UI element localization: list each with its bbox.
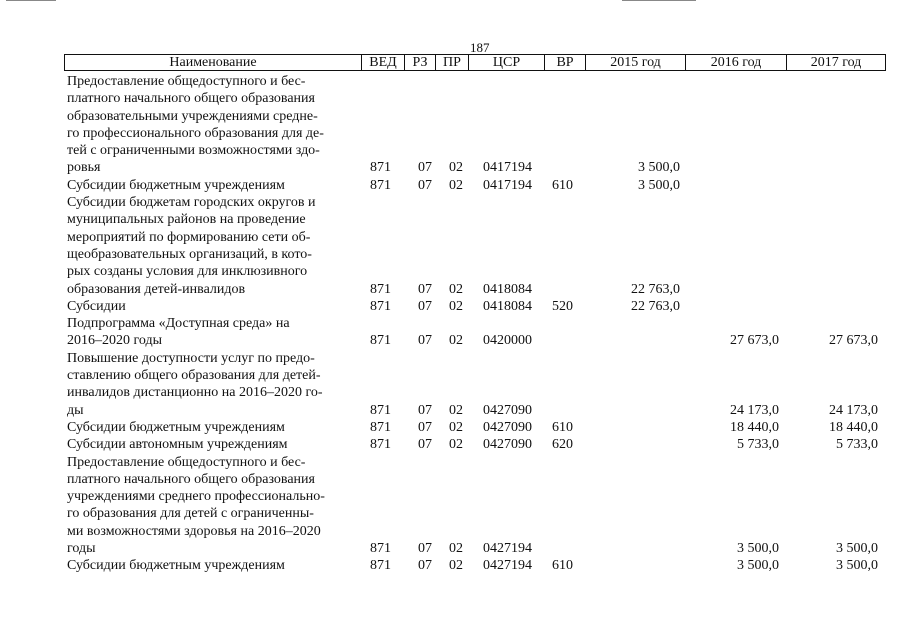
- cell-vr: 520: [552, 298, 573, 314]
- row-name-line: ставлению общего образования для детей-: [67, 368, 321, 384]
- cell-csr: 0427194: [483, 541, 532, 557]
- row-name-line: Предоставление общедоступного и бес-: [67, 454, 306, 470]
- cell-rz: 07: [418, 333, 432, 349]
- row-name-line: Подпрограмма «Доступная среда» на: [67, 316, 290, 332]
- cell-rz: 07: [418, 437, 432, 453]
- cell-pr: 02: [449, 160, 463, 176]
- table-body: [0, 73, 905, 575]
- table-row: [0, 298, 905, 315]
- cell-y2016: 18 440,0: [730, 419, 779, 435]
- row-name-line: Субсидии автономным учреждениям: [67, 437, 288, 453]
- header-name: Наименование: [65, 55, 362, 70]
- row-name-line: щеобразовательных организаций, в кото-: [67, 246, 312, 262]
- cell-y2016: 24 173,0: [730, 402, 779, 418]
- row-name-line: образования детей-инвалидов: [67, 281, 246, 297]
- row-name-line: образовательными учреждениями средне-: [67, 108, 318, 124]
- cell-csr: 0427194: [483, 558, 532, 574]
- cell-y2015: 3 500,0: [638, 160, 680, 176]
- header-2015: 2015 год: [586, 55, 686, 70]
- row-name-line: ровья: [67, 160, 101, 176]
- row-name: [67, 436, 359, 453]
- row-name: [67, 454, 359, 558]
- cell-rz: 07: [418, 558, 432, 574]
- cell-pr: 02: [449, 281, 463, 297]
- cell-pr: 02: [449, 177, 463, 193]
- cell-ved: 871: [370, 177, 391, 193]
- cell-y2015: 22 763,0: [631, 281, 680, 297]
- header-2016: 2016 год: [686, 55, 787, 70]
- cell-y2017: 24 173,0: [829, 402, 878, 418]
- cell-ved: 871: [370, 160, 391, 176]
- row-name-line: Предоставление общедоступного и бес-: [67, 74, 306, 89]
- header-vr: ВР: [545, 55, 586, 70]
- cell-csr: 0427090: [483, 402, 532, 418]
- row-name: [67, 315, 359, 350]
- table-row: [0, 350, 905, 419]
- row-name-line: го образования для детей с ограниченны-: [67, 506, 314, 522]
- row-name-line: мероприятий по формированию сети об-: [67, 229, 311, 245]
- row-name-line: 2016–2020 годы: [67, 333, 163, 349]
- header-csr: ЦСР: [469, 55, 545, 70]
- row-name: [67, 194, 359, 298]
- header-ved: ВЕД: [362, 55, 405, 70]
- cell-y2016: 3 500,0: [737, 558, 779, 574]
- row-name-line: Субсидии бюджетам городских округов и: [67, 195, 316, 211]
- cell-rz: 07: [418, 298, 432, 314]
- cell-csr: 0418084: [483, 281, 532, 297]
- scan-artifact-top-left: [6, 0, 56, 1]
- cell-pr: 02: [449, 437, 463, 453]
- cell-ved: 871: [370, 437, 391, 453]
- cell-rz: 07: [418, 419, 432, 435]
- table-row: [0, 436, 905, 453]
- row-name-line: тей с ограниченными возможностями здо-: [67, 143, 320, 159]
- table-header: [64, 54, 886, 71]
- cell-ved: 871: [370, 541, 391, 557]
- cell-rz: 07: [418, 281, 432, 297]
- row-name-line: Субсидии: [67, 298, 126, 314]
- cell-y2015: 3 500,0: [638, 177, 680, 193]
- row-name-line: Повышение доступности услуг по предо-: [67, 350, 315, 366]
- row-name: [67, 350, 359, 419]
- cell-pr: 02: [449, 419, 463, 435]
- row-name-line: муниципальных районов на проведение: [67, 212, 306, 228]
- cell-vr: 610: [552, 558, 573, 574]
- cell-csr: 0427090: [483, 437, 532, 453]
- cell-ved: 871: [370, 402, 391, 418]
- cell-ved: 871: [370, 333, 391, 349]
- row-name-line: учреждениями среднего профессионально-: [67, 489, 325, 505]
- header-rz: РЗ: [405, 55, 436, 70]
- page-number: 187: [470, 40, 490, 55]
- cell-y2016: 3 500,0: [737, 541, 779, 557]
- cell-csr: 0417194: [483, 177, 532, 193]
- cell-pr: 02: [449, 333, 463, 349]
- scan-artifact-top-right: [622, 0, 696, 1]
- cell-vr: 620: [552, 437, 573, 453]
- row-name-line: Субсидии бюджетным учреждениям: [67, 558, 285, 574]
- cell-ved: 871: [370, 419, 391, 435]
- header-2017: 2017 год: [810, 55, 862, 70]
- cell-ved: 871: [370, 558, 391, 574]
- row-name-line: годы: [67, 541, 96, 557]
- cell-csr: 0420000: [483, 333, 532, 349]
- cell-y2016: 5 733,0: [737, 437, 779, 453]
- cell-rz: 07: [418, 541, 432, 557]
- cell-rz: 07: [418, 160, 432, 176]
- row-name-line: Субсидии бюджетным учреждениям: [67, 177, 285, 193]
- cell-ved: 871: [370, 281, 391, 297]
- table-row: [0, 177, 905, 194]
- cell-pr: 02: [449, 541, 463, 557]
- row-name-line: го профессионального образования для де-: [67, 125, 324, 141]
- cell-rz: 07: [418, 402, 432, 418]
- cell-pr: 02: [449, 298, 463, 314]
- row-name: [67, 73, 359, 177]
- cell-y2017: 3 500,0: [836, 558, 878, 574]
- row-name-line: инвалидов дистанционно на 2016–2020 го-: [67, 385, 323, 401]
- cell-y2017: 3 500,0: [836, 541, 878, 557]
- cell-y2017: 18 440,0: [829, 419, 878, 435]
- row-name: [67, 557, 359, 574]
- cell-pr: 02: [449, 558, 463, 574]
- row-name: [67, 419, 359, 436]
- table-row: [0, 315, 905, 350]
- row-name-line: ды: [67, 402, 84, 418]
- cell-y2017: 5 733,0: [836, 437, 878, 453]
- row-name-line: платного начального общего образования: [67, 91, 315, 107]
- cell-y2016: 27 673,0: [730, 333, 779, 349]
- cell-vr: 610: [552, 419, 573, 435]
- cell-y2017: 27 673,0: [829, 333, 878, 349]
- table-row: [0, 73, 905, 177]
- row-name-line: платного начального общего образования: [67, 471, 315, 487]
- cell-csr: 0418084: [483, 298, 532, 314]
- cell-ved: 871: [370, 298, 391, 314]
- cell-y2015: 22 763,0: [631, 298, 680, 314]
- cell-pr: 02: [449, 402, 463, 418]
- cell-vr: 610: [552, 177, 573, 193]
- row-name-line: рых созданы условия для инклюзивного: [67, 264, 308, 280]
- row-name-line: Субсидии бюджетным учреждениям: [67, 419, 285, 435]
- table-row: [0, 454, 905, 558]
- row-name: [67, 298, 359, 315]
- header-pr: ПР: [436, 55, 469, 70]
- cell-csr: 0427090: [483, 419, 532, 435]
- table-row: [0, 419, 905, 436]
- table-row: [0, 557, 905, 574]
- row-name: [67, 177, 359, 194]
- table-row: [0, 194, 905, 298]
- cell-rz: 07: [418, 177, 432, 193]
- row-name-line: ми возможностями здоровья на 2016–2020: [67, 523, 321, 539]
- cell-csr: 0417194: [483, 160, 532, 176]
